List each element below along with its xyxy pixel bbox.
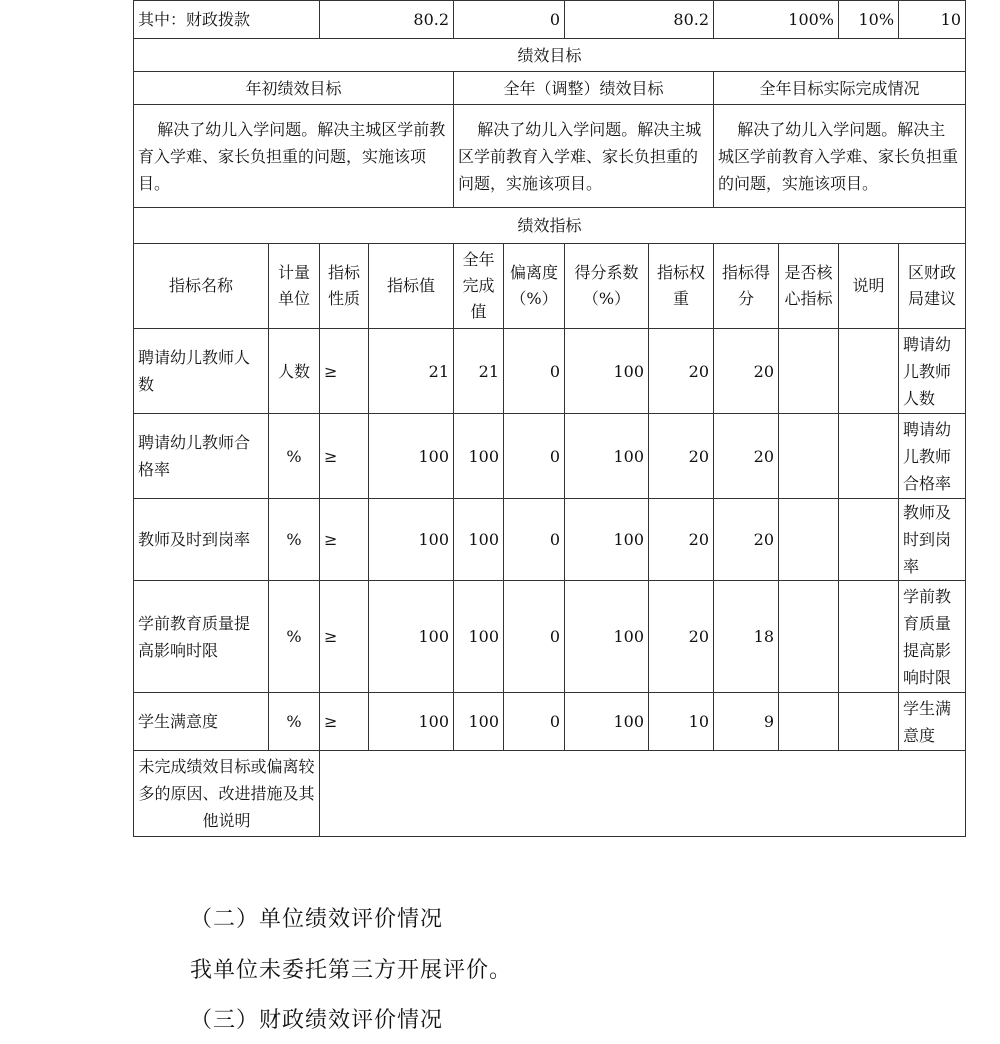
cell-unit: 人数 [269, 329, 320, 414]
remarks-label: 未完成绩效目标或偏离较多的原因、改进措施及其他说明 [134, 751, 320, 837]
goal-header-actual: 全年目标实际完成情况 [714, 72, 966, 105]
cell-score: 20 [714, 499, 779, 581]
table-row [134, 581, 966, 693]
cell-weight: 20 [649, 329, 714, 414]
cell-advice: 学前教育质量提高影响时限 [899, 581, 966, 693]
cell-advice: 聘请幼儿教师合格率 [899, 414, 966, 499]
cell-nature: ≥ [320, 693, 369, 751]
cell-nature: ≥ [320, 581, 369, 693]
cell-actual: 100 [454, 414, 504, 499]
cell-note [839, 414, 899, 499]
col-header: 偏离度（%） [504, 244, 565, 329]
col-header: 区财政局建议 [899, 244, 966, 329]
cell-deviation: 0 [504, 581, 565, 693]
cell-coef: 100 [565, 693, 649, 751]
cell-coef: 100 [565, 499, 649, 581]
col-header: 指标得分 [714, 244, 779, 329]
annual-budget: 80.2 [320, 1, 454, 39]
table-row [134, 414, 966, 499]
col-header: 指标性质 [320, 244, 369, 329]
cell-unit: % [269, 499, 320, 581]
cell-target: 21 [369, 329, 454, 414]
cell-nature: ≥ [320, 499, 369, 581]
score: 10 [899, 1, 966, 39]
cell-score: 9 [714, 693, 779, 751]
cell-note [839, 693, 899, 751]
remarks-value [320, 751, 966, 837]
cell-coef: 100 [565, 414, 649, 499]
col-header: 指标值 [369, 244, 454, 329]
cell-actual: 21 [454, 329, 504, 414]
cell-target: 100 [369, 499, 454, 581]
cell-core [779, 581, 839, 693]
indicator-header-row [134, 244, 966, 329]
cell-actual: 100 [454, 693, 504, 751]
cell-name: 聘请幼儿教师合格率 [134, 414, 269, 499]
table-row [134, 693, 966, 751]
funding-label: 其中：财政拨款 [134, 1, 320, 39]
table-row [134, 329, 966, 414]
funding-row [134, 1, 966, 39]
cell-name: 聘请幼儿教师人数 [134, 329, 269, 414]
cell-weight: 20 [649, 499, 714, 581]
cell-coef: 100 [565, 329, 649, 414]
cell-score: 20 [714, 329, 779, 414]
section-heading-unit-evaluation: （二）单位绩效评价情况 [190, 907, 444, 932]
cell-score: 20 [714, 414, 779, 499]
cell-unit: % [269, 414, 320, 499]
cell-deviation: 0 [504, 693, 565, 751]
adjusted: 0 [454, 1, 565, 39]
cell-name: 学生满意度 [134, 693, 269, 751]
body-text: 我单位未委托第三方开展评价。 [190, 958, 513, 983]
cell-deviation: 0 [504, 414, 565, 499]
cell-unit: % [269, 693, 320, 751]
cell-advice: 学生满意度 [899, 693, 966, 751]
cell-actual: 100 [454, 581, 504, 693]
cell-note [839, 581, 899, 693]
section-heading-finance-evaluation: （三）财政绩效评价情况 [190, 1008, 444, 1033]
weight: 10% [839, 1, 899, 39]
goal-header-adjusted: 全年（调整）绩效目标 [454, 72, 714, 105]
cell-nature: ≥ [320, 414, 369, 499]
goal-text-adjusted: 解决了幼儿入学问题。解决主城区学前教育入学难、家长负担重的问题，实施该项目。 [454, 105, 714, 208]
cell-deviation: 0 [504, 499, 565, 581]
cell-name: 学前教育质量提高影响时限 [134, 581, 269, 693]
cell-target: 100 [369, 693, 454, 751]
cell-actual: 100 [454, 499, 504, 581]
cell-coef: 100 [565, 581, 649, 693]
cell-deviation: 0 [504, 329, 565, 414]
col-header: 说明 [839, 244, 899, 329]
cell-weight: 10 [649, 693, 714, 751]
col-header: 得分系数（%） [565, 244, 649, 329]
col-header: 计量单位 [269, 244, 320, 329]
goal-text-initial: 解决了幼儿入学问题。解决主城区学前教育入学难、家长负担重的问题，实施该项目。 [134, 105, 454, 208]
cell-unit: % [269, 581, 320, 693]
cell-core [779, 693, 839, 751]
col-header: 指标权重 [649, 244, 714, 329]
cell-advice: 聘请幼儿教师人数 [899, 329, 966, 414]
cell-target: 100 [369, 414, 454, 499]
goals-section-title: 绩效目标 [134, 39, 966, 72]
table-row [134, 499, 966, 581]
goal-header-initial: 年初绩效目标 [134, 72, 454, 105]
cell-core [779, 414, 839, 499]
cell-nature: ≥ [320, 329, 369, 414]
cell-note [839, 329, 899, 414]
col-header: 是否核心指标 [779, 244, 839, 329]
cell-core [779, 329, 839, 414]
cell-note [839, 499, 899, 581]
cell-score: 18 [714, 581, 779, 693]
indicators-section-title: 绩效指标 [134, 208, 966, 244]
executed: 80.2 [565, 1, 714, 39]
cell-weight: 20 [649, 414, 714, 499]
col-header: 全年完成值 [454, 244, 504, 329]
cell-core [779, 499, 839, 581]
execution-rate: 100% [714, 1, 839, 39]
cell-name: 教师及时到岗率 [134, 499, 269, 581]
goal-text-actual: 解决了幼儿入学问题。解决主城区学前教育入学难、家长负担重的问题，实施该项目。 [714, 105, 966, 208]
cell-weight: 20 [649, 581, 714, 693]
cell-target: 100 [369, 581, 454, 693]
performance-table [133, 0, 966, 837]
col-header: 指标名称 [134, 244, 269, 329]
cell-advice: 教师及时到岗率 [899, 499, 966, 581]
